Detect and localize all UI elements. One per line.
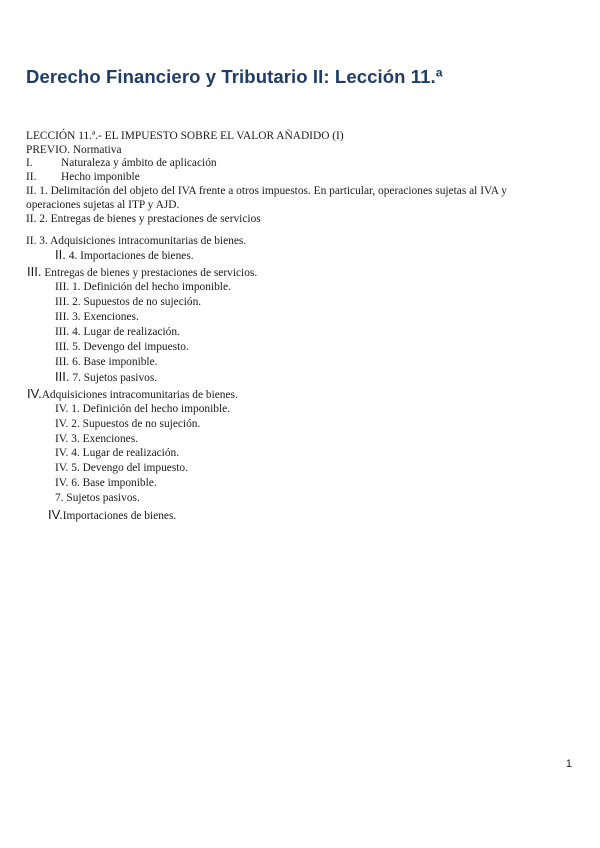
previo-line: PREVIO. Normativa bbox=[26, 144, 122, 156]
section-ii-4 bbox=[55, 248, 194, 263]
section-iii-7-number: III. bbox=[55, 369, 70, 384]
section-ii-4-number: II. bbox=[55, 247, 66, 262]
section-iii-text: Entregas de bienes y prestaciones de servicios. bbox=[44, 267, 258, 279]
section-iii-7 bbox=[55, 370, 157, 385]
list-item: IV. 5. Devengo del impuesto. bbox=[55, 462, 188, 474]
section-iv-last bbox=[48, 508, 176, 523]
section-ii-3: II. 3. Adquisiciones intracomunitarias de bienes. bbox=[26, 235, 247, 247]
section-ii-text: Hecho imponible bbox=[61, 171, 140, 183]
section-i-number: I. bbox=[26, 157, 33, 169]
list-item: IV. 3. Exenciones. bbox=[55, 433, 138, 445]
section-ii bbox=[26, 170, 140, 184]
list-item: III. 6. Base imponible. bbox=[55, 356, 158, 368]
list-item: IV. 2. Supuestos de no sujeción. bbox=[55, 418, 201, 430]
list-item: IV. 1. Definición del hecho imponible. bbox=[55, 403, 231, 415]
section-iv-text: Adquisiciones intracomunitarias de bienes. bbox=[41, 389, 238, 401]
section-iv-last-number: IV. bbox=[48, 507, 63, 522]
section-ii-number: II. bbox=[26, 171, 37, 183]
page-title: Derecho Financiero y Tributario II: Lección 11.ª bbox=[26, 66, 443, 87]
section-i bbox=[26, 156, 217, 170]
section-iv-number: IV. bbox=[27, 386, 42, 401]
section-ii-2: II. 2. Entregas de bienes y prestaciones de servicios bbox=[26, 213, 261, 225]
list-item: IV. 6. Base imponible. bbox=[55, 477, 157, 489]
list-item: III. 2. Supuestos de no sujeción. bbox=[55, 296, 202, 308]
list-item: III. 5. Devengo del impuesto. bbox=[55, 341, 189, 353]
section-iii-number: III. bbox=[27, 264, 42, 279]
list-item: IV. 4. Lugar de realización. bbox=[55, 447, 180, 459]
section-ii-1: II. 1. Delimitación del objeto del IVA frente a otros impuestos. En particular, operaciones sujetas al IVA y operaciones sujetas al ITP y AJD. bbox=[26, 185, 507, 211]
list-item: III. 3. Exenciones. bbox=[55, 311, 139, 323]
section-iii-7-text: 7. Sujetos pasivos. bbox=[72, 372, 158, 384]
section-ii-4-text: 4. Importaciones de bienes. bbox=[68, 250, 194, 262]
section-iv bbox=[27, 387, 238, 402]
lesson-heading: LECCIÓN 11.ª.- EL IMPUESTO SOBRE EL VALOR AÑADIDO (I) bbox=[26, 130, 344, 142]
list-item: III. 1. Definición del hecho imponible. bbox=[55, 281, 231, 293]
page-number: 1 bbox=[565, 758, 572, 770]
section-iv-last-text: Importaciones de bienes. bbox=[62, 510, 177, 522]
list-item: III. 4. Lugar de realización. bbox=[55, 326, 180, 338]
section-iii bbox=[27, 265, 257, 280]
section-i-text: Naturaleza y ámbito de aplicación bbox=[61, 157, 217, 169]
list-item: 7. Sujetos pasivos. bbox=[55, 492, 140, 504]
